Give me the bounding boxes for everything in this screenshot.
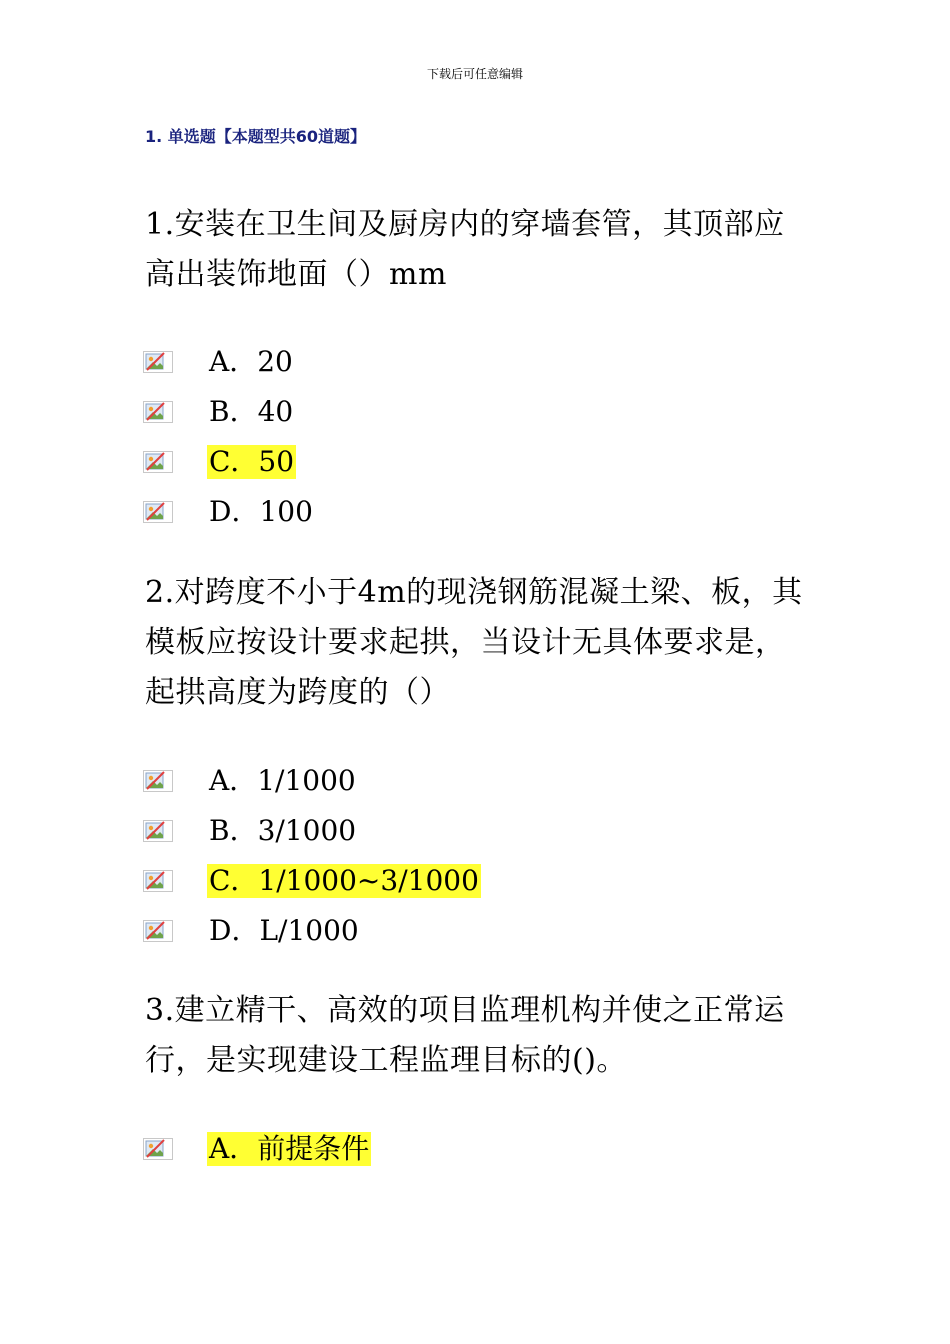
- question-1-option-b[interactable]: [143, 395, 295, 429]
- question-1-text: 1.安装在卫生间及厨房内的穿墙套管，其顶部应高出装饰地面（）mm: [145, 207, 785, 292]
- question-1-option-c[interactable]: [143, 445, 296, 479]
- header-note: 下载后可任意编辑: [426, 67, 523, 81]
- question-2-text: 2.对跨度不小于4m的现浇钢筋混凝土梁、板，其模板应按设计要求起拱，当设计无具体要求是，起拱高度为跨度的（）: [145, 575, 803, 710]
- broken-image-icon: [143, 351, 173, 373]
- option-label: C．1/1000~3/1000: [209, 864, 479, 897]
- option-label: A．20: [209, 345, 293, 378]
- section-title: 1. 单选题【本题型共60道题】: [145, 127, 367, 146]
- question-2-option-d[interactable]: [143, 914, 361, 948]
- broken-image-icon: [143, 870, 173, 892]
- question-3-text: 3.建立精干、高效的项目监理机构并使之正常运行，是实现建设工程监理目标的()。: [145, 993, 785, 1078]
- option-label: B．3/1000: [209, 814, 357, 847]
- question-1-option-d[interactable]: [143, 495, 315, 529]
- option-label: D．100: [209, 495, 313, 528]
- option-label: D．L/1000: [209, 914, 359, 947]
- option-label: B．40: [209, 395, 294, 428]
- question-1-option-a[interactable]: [143, 345, 295, 379]
- option-label: C．50: [209, 445, 295, 478]
- question-3-option-a[interactable]: [143, 1132, 371, 1166]
- question-2-option-a[interactable]: [143, 764, 358, 798]
- broken-image-icon: [143, 401, 173, 423]
- option-label: A．前提条件: [209, 1132, 370, 1165]
- question-2-option-c[interactable]: [143, 864, 481, 898]
- question-2-option-b[interactable]: [143, 814, 358, 848]
- option-label: A．1/1000: [209, 764, 356, 797]
- broken-image-icon: [143, 920, 173, 942]
- broken-image-icon: [143, 770, 173, 792]
- broken-image-icon: [143, 451, 173, 473]
- broken-image-icon: [143, 501, 173, 523]
- broken-image-icon: [143, 820, 173, 842]
- broken-image-icon: [143, 1138, 173, 1160]
